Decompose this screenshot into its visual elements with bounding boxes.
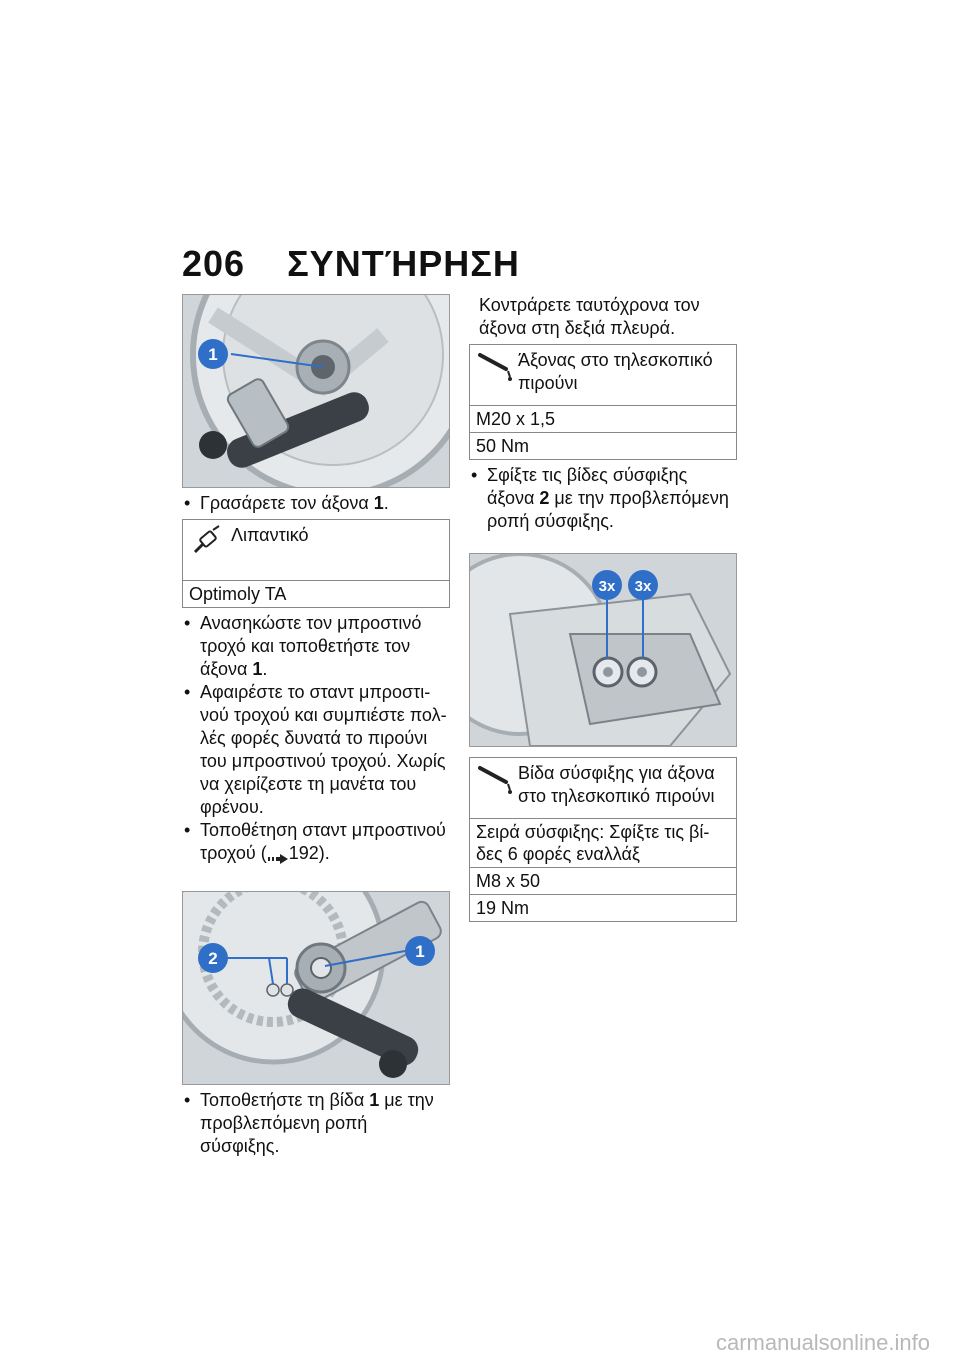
- lubricant-table: [182, 519, 450, 608]
- torque-title: Άξονας στο τηλεσκοπικό πιρούνι: [518, 350, 713, 393]
- figure-clamp-bolts: [469, 553, 737, 747]
- left-column: [182, 294, 450, 1158]
- instruction-lift-wheel: • Ανασηκώστε τον μπροστινό τροχό και τοποθετήστε τον άξονα 1.: [182, 612, 450, 681]
- figure-axle-bolt: [182, 891, 450, 1085]
- callout-3x: 3x: [598, 578, 616, 595]
- instruction-remove-stand: • Αφαιρέστε το σταντ μπροστι-νού τροχού και συμπιέστε πολ-λές φορές δυνατά το πιρούνι του μπροστινού τροχού. Χωρίς να χειρίζεστε τη μανέτα του φρένου.: [182, 681, 450, 819]
- ref-number: 1: [369, 1090, 380, 1110]
- page-number: 206: [182, 243, 246, 284]
- ref-number: 1: [252, 659, 263, 679]
- wheel-axle-illustration: [183, 295, 449, 487]
- clamp-bolts-illustration: [470, 554, 736, 746]
- figure-axle-grease: [182, 294, 450, 488]
- torque-table-axle: [469, 344, 737, 460]
- page-reference-arrow-icon: [267, 848, 289, 860]
- instruction-counter-hold: Κοντράρετε ταυτόχρονα τον άξονα στη δεξιά πλευρά.: [479, 295, 700, 338]
- torque-value: 19 Nm: [470, 894, 736, 921]
- torque-sequence: Σειρά σύσφιξης: Σφίξτε τις βί-δες 6 φορές εναλλάξ: [470, 818, 736, 867]
- lubricant-header: [183, 520, 449, 580]
- lubricant-value: Optimoly TA: [183, 580, 449, 607]
- torque-wrench-icon: [476, 762, 518, 802]
- callout-2: 2: [208, 949, 218, 968]
- page-header: [182, 243, 520, 285]
- instruction-tighten-bolt: • Τοποθετήστε τη βίδα 1 με την προβλεπόμενη ροπή σύσφιξης.: [182, 1089, 450, 1158]
- callout-1: 1: [415, 942, 425, 961]
- callout-3x: 3x: [634, 578, 652, 595]
- torque-table-clamp: [469, 757, 737, 922]
- callout-1: 1: [208, 345, 218, 364]
- instruction-grease-axle: • Γρασάρετε τον άξονα 1.: [182, 492, 450, 515]
- instruction-fit-stand: • Τοποθέτηση σταντ μπροστινού τροχού ( 192).: [182, 819, 450, 865]
- page-reference[interactable]: 192: [288, 843, 319, 863]
- watermark: carmanualsonline.info: [715, 1330, 930, 1355]
- torque-thread: M8 x 50: [470, 867, 736, 894]
- grease-gun-icon: [189, 524, 231, 564]
- axle-bolt-illustration: [183, 892, 449, 1084]
- torque-title: Βίδα σύσφιξης για άξονα στο τηλεσκοπικό πιρούνι: [518, 763, 715, 806]
- ref-number: 2: [539, 488, 550, 508]
- ref-number: 1: [373, 493, 384, 513]
- torque-value: 50 Nm: [470, 432, 736, 459]
- torque-wrench-icon: [476, 349, 518, 389]
- section-title: ΣΥΝΤΉΡΗΣΗ: [287, 243, 520, 284]
- lubricant-label: Λιπαντικό: [231, 525, 309, 545]
- torque-thread: M20 x 1,5: [470, 405, 736, 432]
- torque-header: [470, 758, 736, 818]
- torque-header: [470, 345, 736, 405]
- right-column: [469, 294, 737, 922]
- instruction-tighten-clamp: • Σφίξτε τις βίδες σύσφιξης άξονα 2 με την προβλεπόμενη ροπή σύσφιξης.: [469, 464, 737, 533]
